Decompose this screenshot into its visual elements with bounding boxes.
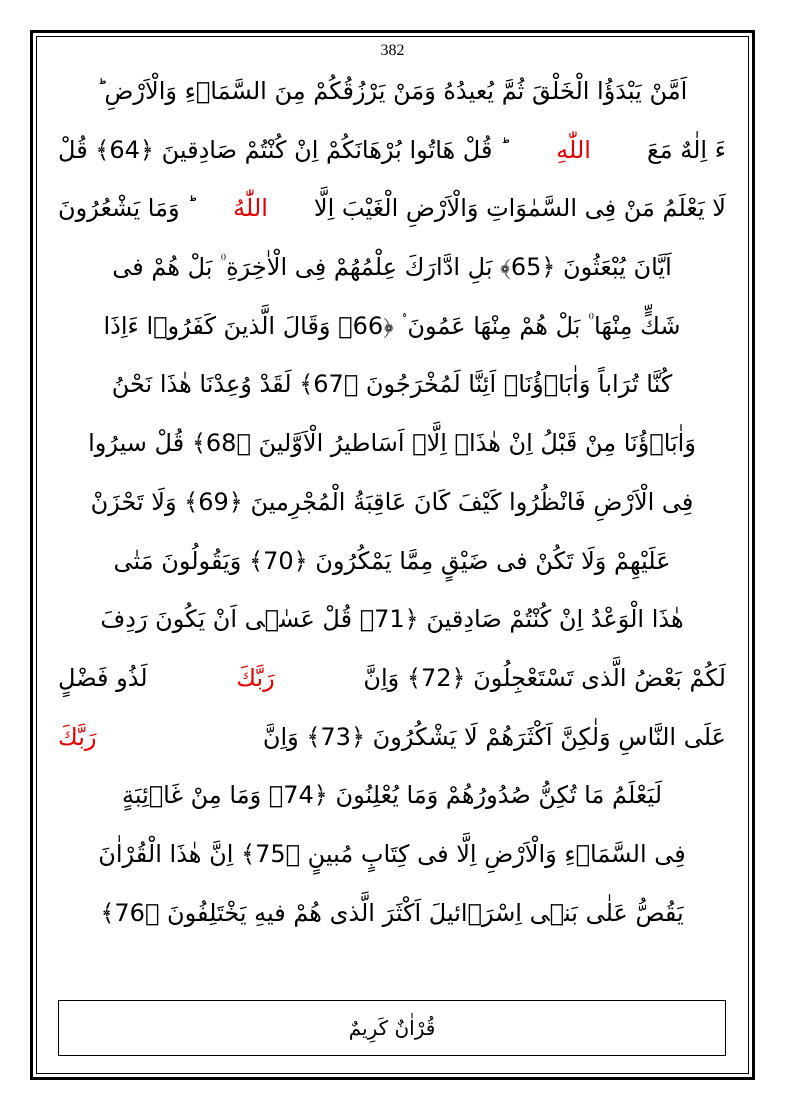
text-line <box>58 297 726 356</box>
divine-name: رَبَّكَ <box>236 663 275 692</box>
text-segment: وَاٰبَاۤؤُنَا مِنْ قَبْلُ اِنْ هٰذَاۤ اِلَّاۤ اَسَاطيرُ الْاَوَّلينَ ﴿68﴾ قُلْ سيرُوا <box>88 429 696 458</box>
text-segment: لَكُمْ بَعْضُ الَّذى تَسْتَعْجِلُونَ ﴿72﴾ وَاِنَّ <box>363 663 726 692</box>
text-line <box>58 473 726 532</box>
text-line <box>58 884 726 943</box>
text-segment: عَلَى النَّاسِ وَلٰكِنَّ اَكْثَرَهُمْ لَا يَشْكُرُونَ ﴿73﴾ وَاِنَّ <box>262 722 726 751</box>
text-segment: ؕ وَمَا يَشْعُرُونَ <box>58 194 188 223</box>
text-line <box>58 708 726 767</box>
text-segment: شَكٍّ مِنْهَا ۠ بَلْ هُمْ مِنْهَا عَمُونَ ۟ ﴿66﴾ وَقَالَ الَّذينَ كَفَرُوۤا ءَاِذَا <box>103 311 681 340</box>
text-segment: فِى الْاَرْضِ فَانْظُرُوا كَيْفَ كَانَ عَاقِبَةُ الْمُجْرِمينَ ﴿69﴾ وَلَا تَحْزَنْ <box>90 487 694 516</box>
text-line <box>58 179 726 238</box>
text-line <box>58 590 726 649</box>
footer-box <box>58 1000 726 1056</box>
text-segment: اَيَّانَ يُبْعَثُونَ ﴿65﴾ بَلِ ادَّارَكَ عِلْمُهُمْ فِى الْاٰخِرَةِ ۠ بَلْ هُمْ فى <box>112 253 672 282</box>
divine-name: رَبَّكَ <box>58 722 97 751</box>
text-segment: ءَ اِلٰهٌ مَعَ <box>646 135 726 164</box>
text-line <box>58 62 726 121</box>
text-segment: لَيَعْلَمُ مَا تُكِنُّ صُدُورُهُمْ وَمَا يُعْلِنُونَ ﴿74﴾ وَمَا مِنْ غَاۤئِبَةٍ <box>121 781 663 810</box>
text-line <box>58 825 726 884</box>
text-segment: ؕ قُلْ هَاتُوا بُرْهَانَكُمْ اِنْ كُنْتُمْ صَادِقينَ ﴿64﴾ قُلْ <box>58 135 501 164</box>
footer-title: قُرْاٰنٌ كَرِيمٌ <box>348 1016 436 1040</box>
text-segment: عَلَيْهِمْ وَلَا تَكُنْ فى ضَيْقٍ مِمَّا يَمْكُرُونَ ﴿70﴾ وَيَقُولُونَ مَتٰى <box>113 546 671 575</box>
text-line <box>58 355 726 414</box>
text-segment: لَذُو فَضْلٍ <box>58 663 148 692</box>
text-line <box>58 532 726 591</box>
page-number: 382 <box>380 42 405 59</box>
text-segment: لَا يَعْلَمُ مَنْ فِى السَّمٰوَاتِ وَالْاَرْضِ الْغَيْبَ اِلَّا <box>313 194 726 223</box>
divine-name: اللّٰهُ <box>233 194 268 223</box>
text-segment: كُنَّا تُرَاباً وَاٰبَاۤؤُنَاۤ اَئِنَّا لَمُخْرَجُونَ ﴿67﴾ لَقَدْ وُعِدْنَا هٰذَا نَحْنُ <box>111 370 673 399</box>
text-line <box>58 121 726 180</box>
text-line <box>58 766 726 825</box>
text-line <box>58 649 726 708</box>
text-segment: يَقُصُّ عَلٰى بَنۤى اِسْرَۤائيلَ اَكْثَرَ الَّذى هُمْ فيهِ يَخْتَلِفُونَ ﴿76﴾ <box>100 898 684 927</box>
text-body <box>58 62 726 942</box>
text-segment: هٰذَا الْوَعْدُ اِنْ كُنْتُمْ صَادِقينَ ﴿71﴾ قُلْ عَسٰۤى اَنْ يَكُونَ رَدِفَ <box>100 605 684 634</box>
text-segment: اَمَّنْ يَبْدَؤُا الْخَلْقَ ثُمَّ يُعيدُهُ وَمَنْ يَرْزُقُكُمْ مِنَ السَّمَاۤءِ وَالْاَرْضِ ؕ <box>96 77 688 105</box>
divine-name: اللّٰهِ <box>556 135 591 164</box>
text-segment: فِى السَّمَاۤءِ وَالْاَرْضِ اِلَّا فى كِتَابٍ مُبينٍ ﴿75﴾ اِنَّ هٰذَا الْقُرْاٰنَ <box>98 839 686 868</box>
text-line <box>58 414 726 473</box>
text-line <box>58 238 726 297</box>
